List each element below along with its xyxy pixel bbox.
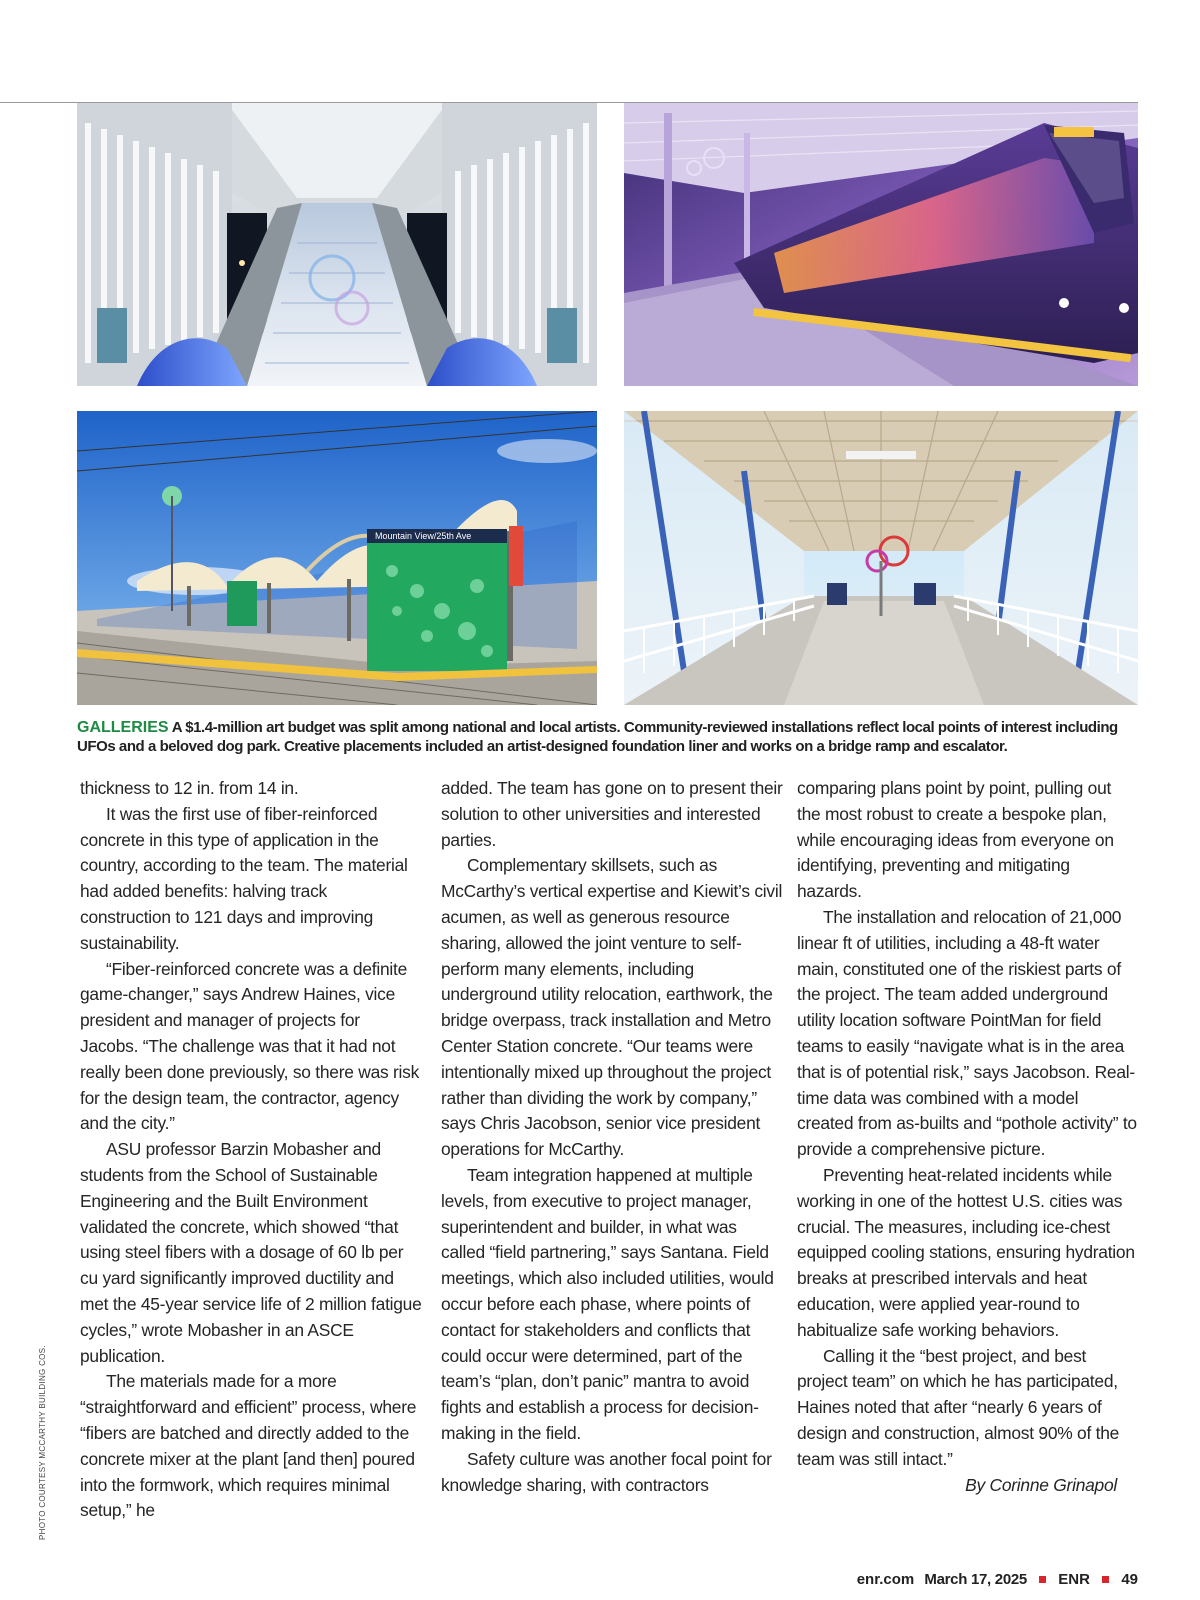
photo-bridge-platform [624, 411, 1138, 705]
paragraph: thickness to 12 in. from 14 in. [80, 778, 299, 798]
footer-square-icon [1102, 1576, 1109, 1583]
photo-caption [77, 718, 1139, 756]
page-footer [857, 1571, 1138, 1588]
paragraph: Preventing heat-related incidents while working in one of the hottest U.S. cities was crucial. The measures, including ice-chest equipped cooling stations, ensuring hydration breaks at prescribed intervals and heat education, were applied year-round to habitualize safe working behaviors. [797, 1164, 1135, 1340]
paragraph: added. The team has gone on to present their solution to other universities and interested parties. [441, 778, 783, 850]
caption-kicker: GALLERIES [77, 719, 169, 736]
paragraph: Calling it the “best project, and best project team” on which he has participated, Haines noted that after “nearly 6 years of design and construction, almost 90% of the team was still intact.” [797, 1345, 1120, 1469]
article-column-1 [80, 776, 422, 1524]
station-sign-text: Mountain View/25th Ave [375, 531, 472, 541]
paragraph: Complementary skillsets, such as McCarthy’s vertical expertise and Kiewit’s civil acumen, as well as generous resource sharing, allowed the joint venture to self-perform many elements, including underground utility relocation, earthwork, the bridge overpass, track installation and Metro Center Station concrete. “Our teams were intentionally mixed up throughout the project rather than dividing the work by company,” says Chris Jacobson, senior vice president operations for McCarthy. [441, 855, 783, 1160]
photo-credit: PHOTO COURTESY MCCARTHY BUILDING COS. [38, 1345, 47, 1540]
article-column-3 [797, 776, 1139, 1498]
photo-escalator [77, 103, 597, 386]
paragraph: It was the first use of fiber-reinforced concrete in this type of application in the country, according to the team. The material had added benefits: halving track construction to 121 days and improving sustainability. [80, 803, 408, 953]
paragraph: Safety culture was another focal point for knowledge sharing, with contractors [441, 1448, 772, 1495]
paragraph: Team integration happened at multiple levels, from executive to project manager, superintendent and builder, in what was called “field partnering,” says Santana. Field meetings, which also included utilities, would occur before each phase, where points of contact for stakeholders and conflicts that could occur were determined, part of the team’s “plan, don’t panic” mantra to avoid fights and establish a process for decision-making in the field. [441, 1164, 774, 1443]
photo-train [624, 103, 1138, 386]
page-number: 49 [1121, 1571, 1138, 1588]
paragraph: comparing plans point by point, pulling out the most robust to create a bespoke plan, while encouraging ideas from everyone on identifying, preventing and mitigating hazards. [797, 778, 1114, 902]
caption-text: A $1.4-million art budget was split among national and local artists. Community-reviewed installations reflect local points of interest including UFOs and a beloved dog park. Creative placements included an artist-designed foundation liner and works on a bridge ramp and escalator. [77, 719, 1118, 755]
footer-brand: ENR [1058, 1571, 1090, 1588]
paragraph: ASU professor Barzin Mobasher and students from the School of Sustainable Engineering and the Built Environment validated the concrete, which showed “that using steel fibers with a dosage of 60 lb per cu yard significantly improved ductility and met the 45-year service life of 2 million fatigue cycles,” wrote Mobasher in an ASCE publication. [80, 1139, 422, 1366]
footer-square-icon [1039, 1576, 1046, 1583]
paragraph: “Fiber-reinforced concrete was a definite game-changer,” says Andrew Haines, vice president and manager of projects for Jacobs. “The challenge was that it had not really been done previously, so there was risk for the design team, the contractor, agency and the city.” [80, 958, 420, 1134]
footer-site: enr.com [856, 1571, 915, 1588]
photo-station-canopy [77, 411, 597, 705]
byline: By Corinne Grinapol [965, 1474, 1117, 1495]
paragraph: The installation and relocation of 21,000 linear ft of utilities, including a 48-ft water main, constituted one of the riskiest parts of the project. The team added underground utility location software PointMan for field teams to easily “navigate what is in the area that is of potential risk,” says Jacobson. Real-time data was combined with a model created from as-builts and “pothole activity” to provide a comprehensive picture. [797, 906, 1137, 1160]
paragraph: The materials made for a more “straightforward and efficient” process, where “fibers are batched and directly added to the concrete mixer at the plant [and then] poured into the formwork, which requires minimal setup,” he [80, 1371, 417, 1521]
footer-date: March 17, 2025 [924, 1571, 1027, 1588]
article-column-2 [441, 776, 783, 1498]
